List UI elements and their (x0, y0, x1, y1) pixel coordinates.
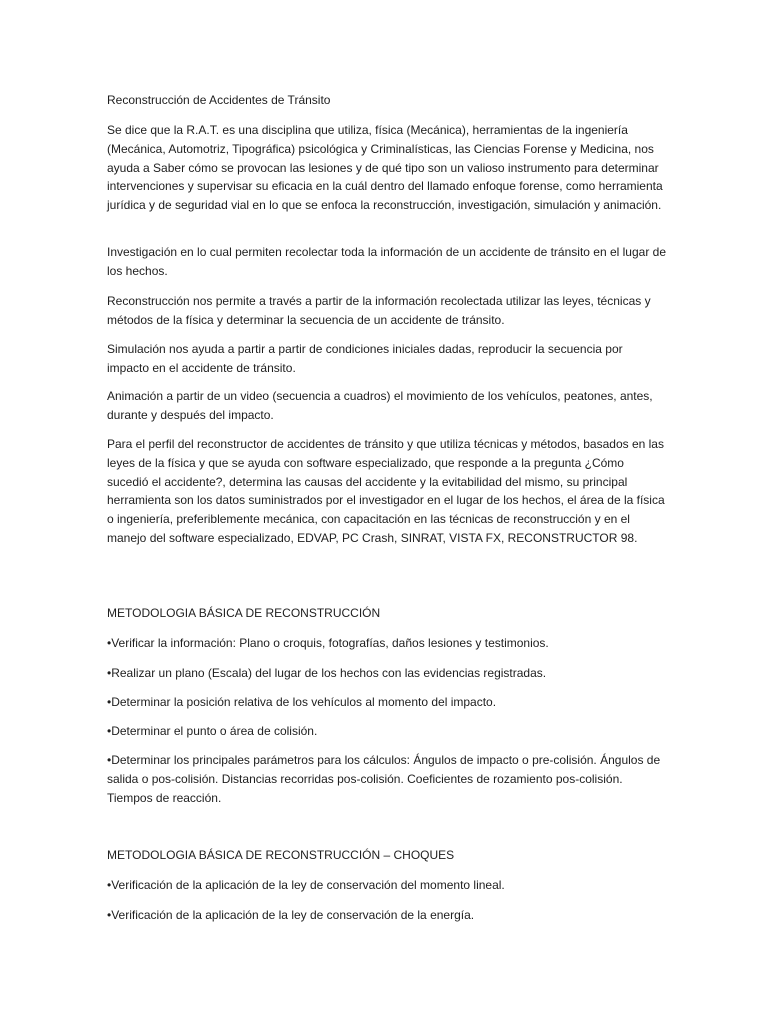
paragraph-investigacion: Investigación en lo cual permiten recolectar toda la información de un accidente de tránsito en el lugar de los hechos. (107, 245, 667, 278)
paragraph-reconstruccion: Reconstrucción nos permite a través a partir de la información recolectada utilizar las leyes, técnicas y métodos de la física y determinar la secuencia de un accidente de tránsito. (107, 294, 651, 327)
section-heading-choques: METODOLOGIA BÁSICA DE RECONSTRUCCIÓN – CHOQUES (107, 848, 455, 862)
list-item: •Determinar el punto o área de colisión. (107, 724, 318, 738)
list-item: •Determinar los principales parámetros para los cálculos: Ángulos de impacto o pre-colisión. Ángulos de salida o pos-colisión. Distancias recorridas pos-colisión. Coeficientes de rozamiento pos-colisión. Tiempos de reacción. (107, 753, 661, 805)
list-item: •Verificar la información: Plano o croquis, fotografías, daños lesiones y testimonios. (107, 636, 549, 650)
paragraph-perfil-reconstructor: Para el perfil del reconstructor de accidentes de tránsito y que utiliza técnicas y métodos, basados en las leyes de la física y que se ayuda con software especializado, que responde a la pregunta ¿Cómo sucedió el accidente?, determina las causas del accidente y la evitabilidad del mismo, su principal herramienta son los datos suministrados por el investigador en el lugar de los hechos, el área de la física o ingeniería, preferiblemente mecánica, con capacitación en las técnicas de reconstrucción y en el manejo del software especializado, EDVAP, PC Crash, SINRAT, VISTA FX, RECONSTRUCTOR 98. (107, 437, 665, 545)
paragraph-simulacion: Simulación nos ayuda a partir a partir de condiciones iniciales dadas, reproducir la secuencia por impacto en el accidente de tránsito. (107, 342, 623, 375)
list-item: •Determinar la posición relativa de los vehículos al momento del impacto. (107, 695, 497, 709)
list-item: •Verificación de la aplicación de la ley de conservación de la energía. (107, 908, 475, 922)
paragraph-animacion: Animación a partir de un video (secuencia a cuadros) el movimiento de los vehículos, peatones, antes, durante y después del impacto. (107, 389, 653, 422)
list-item: •Verificación de la aplicación de la ley de conservación del momento lineal. (107, 878, 505, 892)
paragraph-rat-definition: Se dice que la R.A.T. es una disciplina que utiliza, física (Mecánica), herramientas de la ingeniería (Mecánica, Automotriz, Tipográfica) psicológica y Criminalísticas, las Ciencias Forense y Medicina, nos ayuda a Saber cómo se provocan las lesiones y de qué tipo son un valioso instrumento para determinar intervenciones y supervisar su eficacia en la cuál dentro del llamado enfoque forense, como herramienta jurídica y de seguridad vial en lo que se enfoca la reconstrucción, investigación, simulación y animación. (107, 123, 663, 213)
section-heading-metodologia: METODOLOGIA BÁSICA DE RECONSTRUCCIÓN (107, 606, 381, 620)
document-title: Reconstrucción de Accidentes de Tránsito (107, 93, 331, 107)
list-item: •Realizar un plano (Escala) del lugar de los hechos con las evidencias registradas. (107, 666, 547, 680)
